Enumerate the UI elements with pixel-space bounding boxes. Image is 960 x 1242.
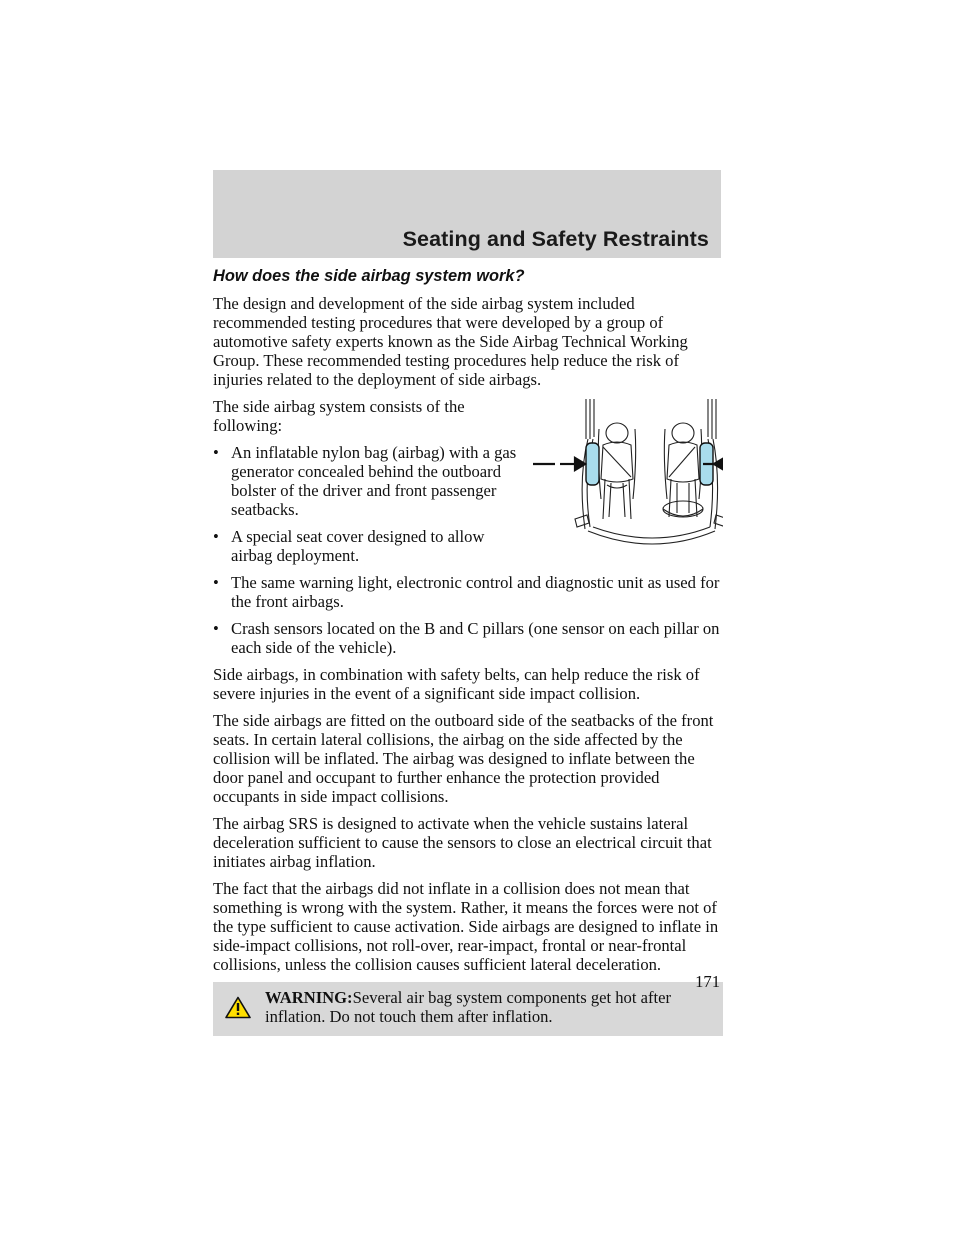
warning-box xyxy=(213,982,723,1036)
warning-body: Several air bag system components get hot after inflation. Do not touch them after inflation. xyxy=(265,988,672,1026)
bullet-icon: • xyxy=(213,443,219,462)
component-list xyxy=(213,443,723,657)
list-item: • Crash sensors located on the B and C pillars (one sensor on each pillar on each side of the vehicle). xyxy=(213,619,720,657)
warning-label: WARNING: xyxy=(265,988,353,1007)
intro-paragraph: The design and development of the side airbag system included recommended testing procedures that were developed by a group of automotive safety experts known as the Side Airbag Technical Working Group. These recommended testing procedures help reduce the risk of injuries related to the deployment of side airbags. xyxy=(213,294,688,389)
paragraph-activation: The airbag SRS is designed to activate when the vehicle sustains lateral deceleration sufficient to cause the sensors to close an electrical circuit that initiates airbag inflation. xyxy=(213,814,712,871)
bullet-icon: • xyxy=(213,619,219,638)
consists-of-text: The side airbag system consists of the following: xyxy=(213,397,465,435)
paragraph-fitting: The side airbags are fitted on the outboard side of the seatbacks of the front seats. In certain lateral collisions, the airbag on the side affected by the collision will be inflated. The airbag was designed to inflate between the door panel and occupant to further enhance the protection provided occupants in side impact collisions. xyxy=(213,711,714,806)
warning-text xyxy=(265,988,713,1026)
list-item: • An inflatable nylon bag (airbag) with a gas generator concealed behind the outboard bolster of the driver and front passenger seatbacks. xyxy=(213,443,517,519)
subheading: How does the side airbag system work? xyxy=(213,267,525,285)
section-title: Seating and Safety Restraints xyxy=(402,227,709,251)
page-content xyxy=(213,266,723,1036)
bullet-icon: • xyxy=(213,527,219,546)
paragraph-non-inflation: The fact that the airbags did not inflate in a collision does not mean that something is wrong with the system. Rather, it means the forces were not of the type sufficient to cause activation. Side airbags are designed to inflate in side-impact collisions, not roll-over, rear-impact, frontal or near-frontal collisions, unless the collision causes sufficient lateral deceleration. xyxy=(213,879,719,974)
bullet-icon: • xyxy=(213,573,219,592)
page-number: 171 xyxy=(695,972,720,991)
paragraph-safety-belts: Side airbags, in combination with safety belts, can help reduce the risk of severe injuries in the event of a significant side impact collision. xyxy=(213,665,700,703)
warning-triangle-icon xyxy=(225,996,251,1023)
list-item: • The same warning light, electronic control and diagnostic unit as used for the front airbags. xyxy=(213,573,720,611)
list-item: • A special seat cover designed to allow airbag deployment. xyxy=(213,527,485,565)
section-header xyxy=(213,170,721,258)
